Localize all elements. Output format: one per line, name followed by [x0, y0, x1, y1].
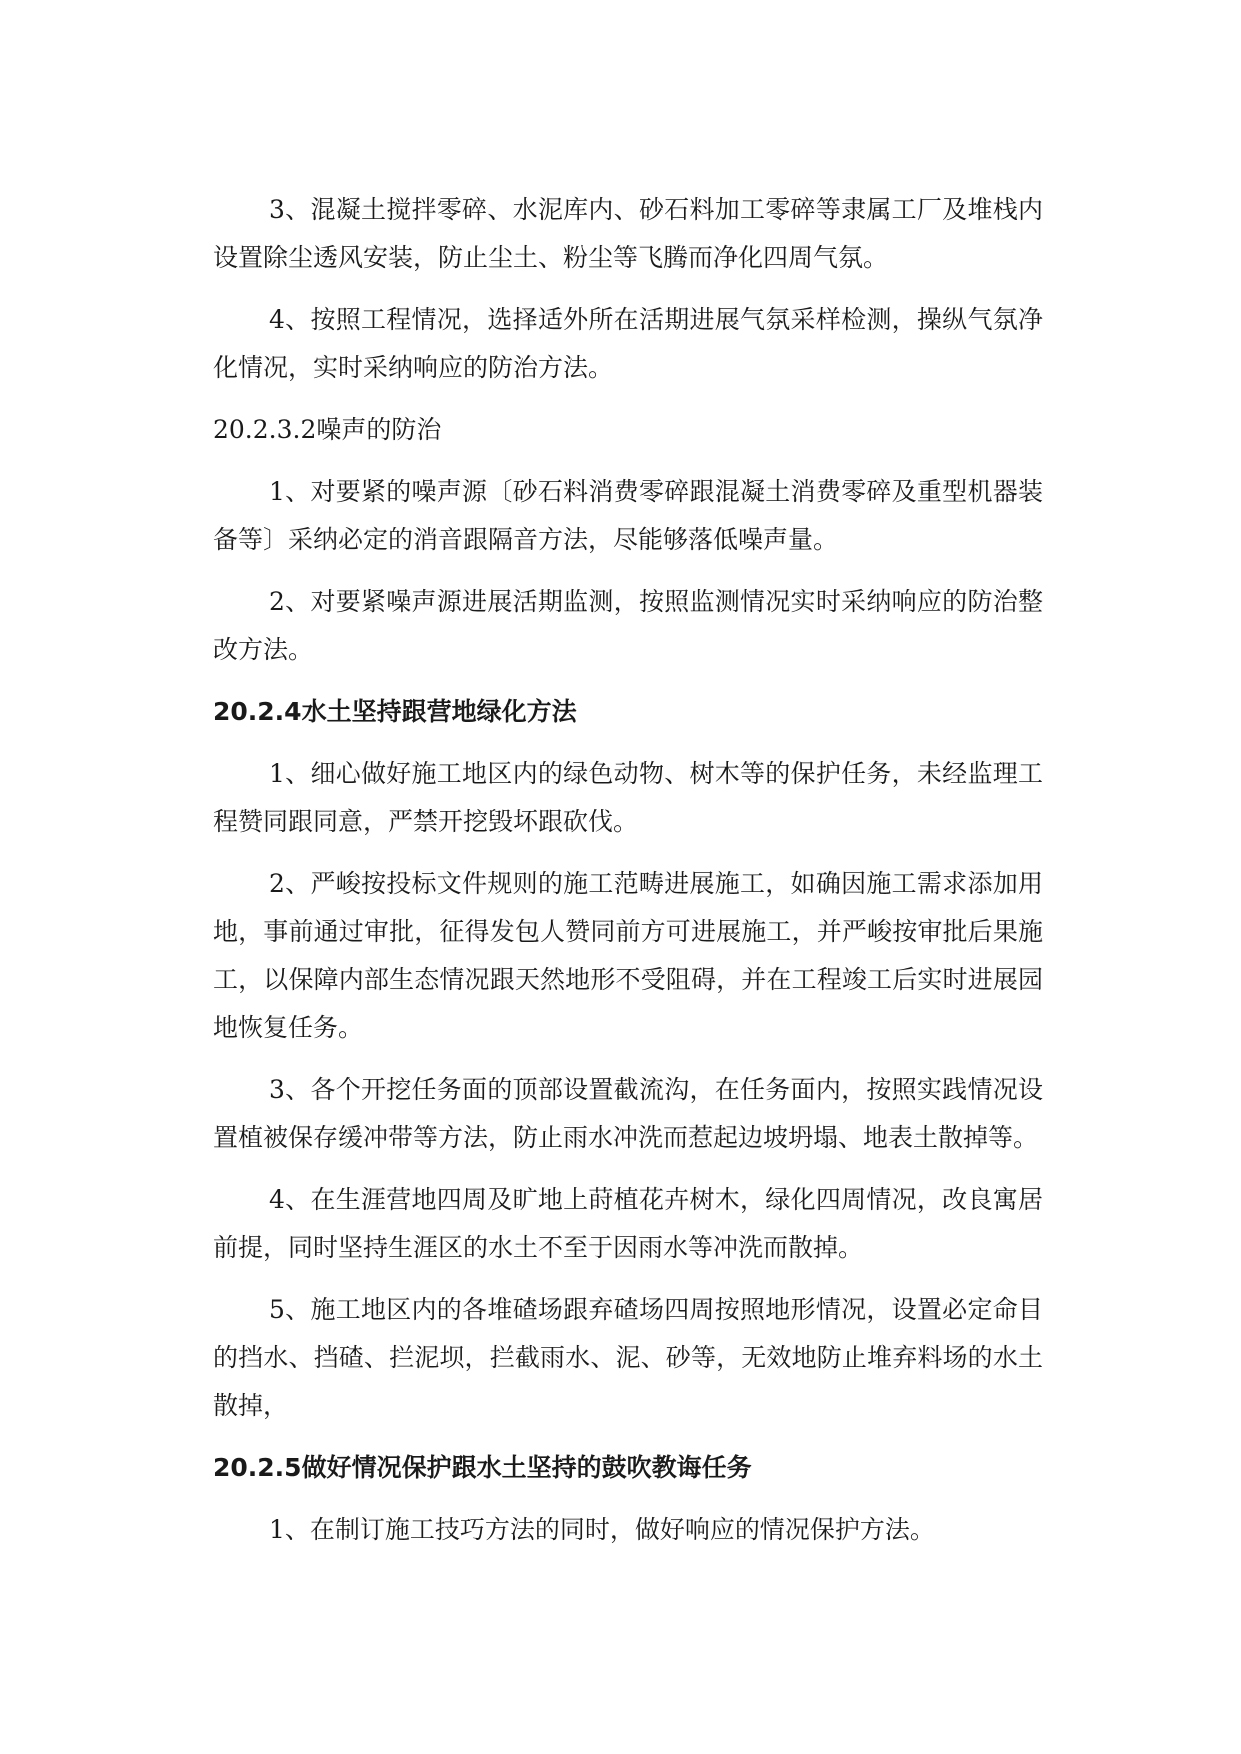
- paragraph-spoil-yard: 5、施工地区内的各堆碴场跟弃碴场四周按照地形情况，设置必定命目的挡水、挡碴、拦泥坝，拦截雨水、泥、砂等，无效地防止堆弃料场的水土散掉，: [213, 1295, 1043, 1420]
- paragraph-vegetation-protection: 1、细心做好施工地区内的绿色动物、树木等的保护任务，未经监理工程赞同跟同意，严禁开挖毁坏跟砍伐。: [213, 759, 1043, 836]
- section-heading-education: 20.2.5做好情况保护跟水土坚持的鼓吹教诲任务: [213, 1453, 752, 1482]
- paragraph-intercept-ditch: 3、各个开挖任务面的顶部设置截流沟，在任务面内，按照实践情况设置植被保存缓冲带等方法，防止雨水冲洗而惹起边坡坍塌、地表土散掉等。: [213, 1075, 1043, 1152]
- subsection-title-noise: 20.2.3.2噪声的防治: [213, 415, 442, 444]
- document-page: [213, 186, 1043, 1568]
- paragraph-noise-monitoring: 2、对要紧噪声源进展活期监测，按照监测情况实时采纳响应的防治整改方法。: [213, 587, 1043, 664]
- paragraph-noise-source: 1、对要紧的噪声源〔砂石料消费零碎跟混凝土消费零碎及重型机器装备等〕采纳必定的消音跟隔音方法，尽能够落低噪声量。: [213, 477, 1043, 554]
- section-heading-soil-water: 20.2.4水土坚持跟营地绿化方法: [213, 697, 577, 726]
- paragraph-air-sampling: 4、按照工程情况，选择适外所在活期进展气氛采样检测，操纵气氛净化情况，实时采纳响应的防治方法。: [213, 305, 1043, 382]
- paragraph-camp-greening: 4、在生涯营地四周及旷地上莳植花卉树木，绿化四周情况，改良寓居前提，同时坚持生涯区的水土不至于因雨水等冲洗而散掉。: [213, 1185, 1043, 1262]
- paragraph-construction-scope: 2、严峻按投标文件规则的施工范畴进展施工，如确因施工需求添加用地，事前通过审批，征得发包人赞同前方可进展施工，并严峻按审批后果施工，以保障内部生态情况跟天然地形不受阻碍，并在工程竣工后实时进展园地恢复任务。: [213, 869, 1043, 1042]
- paragraph-protection-measures: 1、在制订施工技巧方法的同时，做好响应的情况保护方法。: [269, 1515, 935, 1544]
- paragraph-dust-equipment: 3、混凝土搅拌零碎、水泥库内、砂石料加工零碎等隶属工厂及堆栈内设置除尘透风安装，防止尘土、粉尘等飞腾而净化四周气氛。: [213, 195, 1043, 272]
